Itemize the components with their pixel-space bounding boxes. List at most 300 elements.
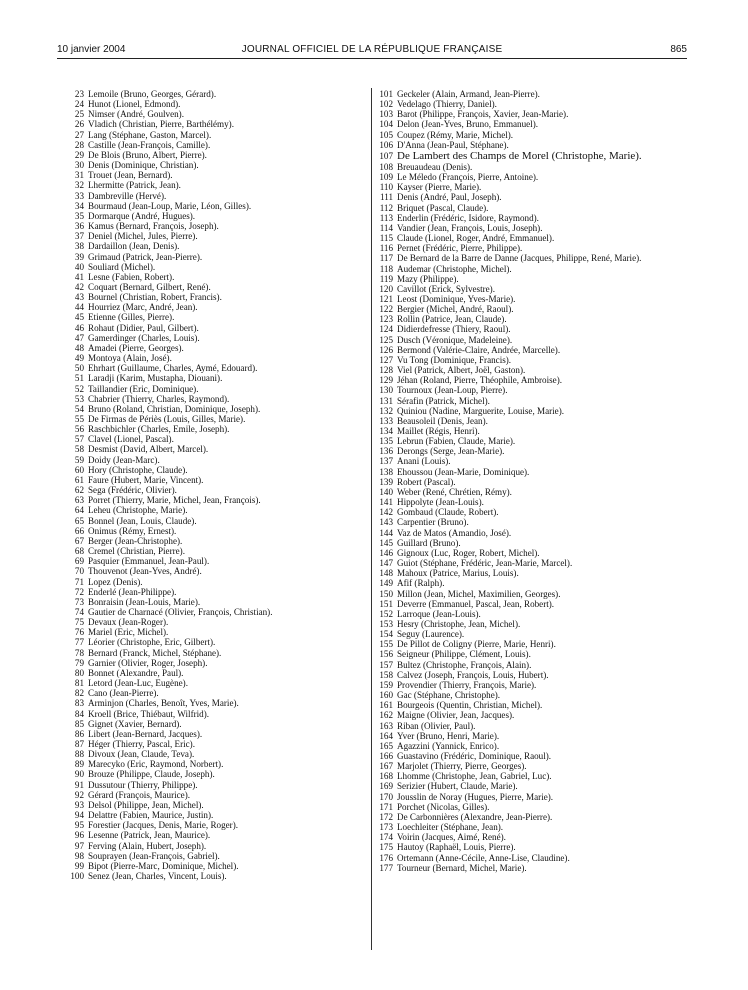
list-item	[371, 670, 689, 680]
entry-name: Gignet (Xavier, Bernard).	[88, 718, 182, 729]
entry-name: Agazzini (Yannick, Enrico).	[397, 740, 500, 751]
list-item	[64, 820, 368, 830]
list-item	[64, 99, 368, 109]
entry-name: Barot (Philippe, François, Xavier, Jean-Marie).	[397, 109, 569, 120]
entry-number: 115	[379, 233, 393, 244]
entry-number: 132	[379, 405, 393, 416]
entry-name: Leost (Dominique, Yves-Marie).	[397, 293, 516, 304]
list-item	[371, 578, 689, 588]
entry-number: 172	[379, 811, 393, 822]
entry-name: Guiot (Stéphane, Frédéric, Jean-Marie, Marcel).	[397, 558, 573, 569]
entry-name: Carpentier (Bruno).	[397, 517, 469, 528]
entry-name: Serizier (Hubert, Claude, Marie).	[397, 781, 518, 792]
list-item	[64, 678, 368, 688]
list-item	[371, 284, 689, 294]
entry-number: 176	[379, 852, 393, 863]
entry-name: Forestier (Jacques, Denis, Marie, Roger).	[88, 820, 239, 831]
entry-name: Lesenne (Patrick, Jean, Maurice).	[88, 830, 211, 841]
entry-number: 107	[379, 150, 393, 161]
list-item	[371, 233, 689, 243]
entry-name: Millon (Jean, Michel, Maximilien, Georges).	[397, 588, 561, 599]
list-item	[371, 140, 689, 150]
entry-number: 43	[74, 292, 84, 303]
list-item	[64, 709, 368, 719]
entry-name: Vladich (Christian, Pierre, Barthélémy).	[88, 119, 234, 130]
list-item	[64, 262, 368, 272]
entry-number: 127	[379, 354, 393, 365]
entry-number: 135	[379, 436, 393, 447]
entry-number: 154	[379, 629, 393, 640]
entry-name: Maillet (Régis, Henri).	[397, 426, 480, 436]
entry-name: Kamus (Bernard, François, Joseph).	[88, 221, 219, 232]
entry-number: 103	[379, 109, 393, 120]
entry-name: Bultez (Christophe, François, Alain).	[397, 659, 532, 670]
list-item	[64, 434, 368, 444]
list-item	[371, 109, 689, 119]
list-item	[64, 505, 368, 515]
list-item	[371, 487, 689, 497]
entry-number: 159	[379, 679, 393, 690]
entry-name: Bergier (Michel, André, Raoul).	[397, 304, 514, 315]
entry-number: 102	[379, 99, 393, 110]
entry-number: 74	[74, 606, 84, 617]
entry-number: 87	[74, 739, 84, 749]
list-item	[64, 851, 368, 861]
list-item	[371, 365, 689, 375]
entry-name: Hesry (Christophe, Jean, Michel).	[397, 618, 521, 629]
entry-number: 75	[74, 617, 84, 628]
entry-number: 29	[74, 149, 84, 160]
entry-number: 119	[379, 273, 393, 284]
entry-name: Hippolyte (Jean-Louis).	[397, 497, 484, 508]
list-item	[64, 597, 368, 607]
entry-name: Afif (Ralph).	[397, 578, 445, 589]
entry-name: Vaz de Matos (Amandio, José).	[397, 527, 512, 538]
entry-name: Marecyko (Eric, Raymond, Norbert).	[88, 759, 224, 770]
entry-number: 49	[74, 353, 84, 364]
entry-name: Audemar (Christophe, Michel).	[397, 263, 512, 274]
entry-number: 37	[74, 231, 84, 242]
list-item	[64, 668, 368, 678]
list-item	[371, 150, 689, 162]
entry-number: 124	[379, 324, 393, 335]
list-item	[371, 203, 689, 213]
entry-number: 68	[74, 546, 84, 557]
entry-number: 24	[74, 99, 84, 110]
entry-name: Robert (Pascal).	[397, 476, 456, 487]
entry-number: 77	[74, 637, 84, 648]
entry-number: 130	[379, 385, 393, 396]
list-item	[64, 373, 368, 383]
entry-number: 56	[74, 424, 84, 435]
list-item	[64, 312, 368, 322]
entry-name: Bruno (Roland, Christian, Dominique, Joseph).	[88, 403, 261, 414]
entry-number: 93	[74, 799, 84, 810]
page-number: 865	[670, 44, 687, 55]
entry-name: Devaux (Jean-Roger).	[88, 617, 169, 628]
entry-number: 157	[379, 659, 393, 670]
entry-number: 147	[379, 558, 393, 569]
list-item	[64, 353, 368, 363]
entry-name: Coquart (Bernard, Gilbert, René).	[88, 281, 211, 292]
entry-number: 150	[379, 588, 393, 599]
entry-name: Cavillot (Erick, Sylvestre).	[397, 283, 495, 294]
entry-name: Bournel (Christian, Robert, Francis).	[88, 292, 222, 303]
list-item	[371, 853, 689, 863]
entry-name: Grimaud (Patrick, Jean-Pierre).	[88, 251, 203, 262]
list-item	[64, 241, 368, 251]
list-item	[371, 355, 689, 365]
entry-name: Bonnet (Alexandre, Paul).	[88, 667, 184, 678]
entry-name: Guillard (Bruno).	[397, 537, 461, 548]
entry-number: 47	[74, 332, 84, 343]
list-item	[371, 558, 689, 568]
entry-name: Raschbichler (Charles, Emile, Joseph).	[88, 424, 230, 435]
list-item	[371, 89, 689, 99]
entry-name: Tourneur (Bernard, Michel, Marie).	[397, 862, 527, 873]
entry-number: 122	[379, 304, 393, 315]
entry-number: 101	[379, 89, 393, 99]
entry-number: 141	[379, 497, 393, 508]
entry-name: Souliard (Michel).	[88, 261, 156, 272]
entry-name: Bipot (Pierre-Marc, Dominique, Michel).	[88, 860, 239, 871]
entry-number: 59	[74, 454, 84, 465]
list-item	[64, 343, 368, 353]
entry-name: De Lambert des Champs de Morel (Christophe, Marie).	[397, 149, 642, 162]
list-item	[371, 294, 689, 304]
left-column	[64, 89, 368, 881]
entry-name: Nimser (André, Goulven).	[88, 109, 184, 120]
entry-number: 153	[379, 618, 393, 629]
list-item	[64, 180, 368, 190]
list-item	[64, 221, 368, 231]
entry-name: Enderlé (Jean-Philippe).	[88, 586, 177, 597]
entry-name: Delattre (Fabien, Maurice, Justin).	[88, 810, 214, 821]
entry-name: Montoya (Alain, José).	[88, 353, 172, 364]
list-item	[64, 404, 368, 414]
list-item	[371, 599, 689, 609]
list-item	[64, 191, 368, 201]
list-item	[64, 424, 368, 434]
entry-number: 38	[74, 241, 84, 252]
entry-number: 41	[74, 271, 84, 282]
entry-name: Voirin (Jacques, Aimé, René).	[397, 832, 506, 843]
entry-name: Bermond (Valérie-Claire, Andrée, Marcelle).	[397, 344, 561, 355]
entry-number: 53	[74, 393, 84, 404]
list-item	[371, 721, 689, 731]
entry-name: Divoux (Jean, Claude, Teva).	[88, 749, 195, 760]
entry-name: Cano (Jean-Pierre).	[88, 688, 159, 699]
entry-name: Gignoux (Luc, Roger, Robert, Michel).	[397, 547, 540, 558]
entry-name: Letord (Jean-Luc, Eugène).	[88, 678, 188, 689]
entry-name: Dussutour (Thierry, Philippe).	[88, 779, 198, 790]
entry-name: Derongs (Serge, Jean-Marie).	[397, 446, 505, 457]
entry-name: Lebrun (Fabien, Claude, Marie).	[397, 436, 516, 447]
list-item	[371, 274, 689, 284]
entry-number: 155	[379, 639, 393, 650]
entry-name: Gautier de Charnacé (Olivier, François, Christian).	[88, 606, 273, 617]
entry-number: 23	[74, 89, 84, 99]
entry-name: Vedelago (Thierry, Daniel).	[397, 99, 497, 110]
entry-number: 73	[74, 596, 84, 607]
entry-number: 161	[379, 700, 393, 711]
entry-name: Lang (Stéphane, Gaston, Marcel).	[88, 129, 212, 140]
list-item	[371, 119, 689, 129]
list-item	[371, 416, 689, 426]
entry-number: 116	[379, 243, 393, 254]
list-item	[64, 769, 368, 779]
list-item	[371, 375, 689, 385]
entry-number: 65	[74, 515, 84, 526]
entry-name: Denis (Dominique, Christian).	[88, 160, 199, 171]
entry-name: Mariel (Eric, Michel).	[88, 627, 169, 638]
entry-name: Loechleiter (Stéphane, Jean).	[397, 822, 504, 833]
list-item	[64, 211, 368, 221]
entry-number: 86	[74, 728, 84, 739]
list-item	[64, 414, 368, 424]
list-item	[371, 548, 689, 558]
entry-name: Chabrier (Thierry, Charles, Raymond).	[88, 393, 230, 404]
entry-name: Kayser (Pierre, Marie).	[397, 182, 482, 193]
entry-number: 111	[380, 192, 393, 203]
list-item	[371, 182, 689, 192]
list-item	[371, 690, 689, 700]
list-item	[371, 629, 689, 639]
entry-number: 84	[74, 708, 84, 719]
list-item	[64, 536, 368, 546]
entry-number: 36	[74, 221, 84, 232]
list-item	[371, 822, 689, 832]
entry-number: 123	[379, 314, 393, 325]
entry-number: 48	[74, 342, 84, 353]
list-item	[64, 688, 368, 698]
entry-number: 166	[379, 751, 393, 761]
entry-number: 140	[379, 486, 393, 497]
entry-name: Guastavino (Frédéric, Dominique, Raoul).	[397, 751, 552, 761]
list-item	[64, 475, 368, 485]
list-item	[64, 637, 368, 647]
entry-name: Gac (Stéphane, Christophe).	[397, 690, 501, 701]
list-item	[64, 465, 368, 475]
list-item	[64, 607, 368, 617]
list-item	[371, 609, 689, 619]
entry-number: 28	[74, 139, 84, 150]
list-item	[371, 639, 689, 649]
entry-number: 171	[379, 801, 393, 812]
entry-number: 110	[379, 182, 393, 193]
list-item	[371, 842, 689, 852]
entry-number: 72	[74, 586, 84, 597]
entry-number: 170	[379, 791, 393, 802]
list-item	[64, 830, 368, 840]
list-item	[371, 264, 689, 274]
entry-name: Claude (Lionel, Roger, André, Emmanuel).	[397, 233, 555, 244]
entry-name: Gamerdinger (Charles, Louis).	[88, 332, 200, 343]
list-item	[64, 384, 368, 394]
entry-number: 114	[379, 222, 393, 233]
entry-number: 83	[74, 698, 84, 709]
entry-number: 175	[379, 842, 393, 853]
entry-number: 160	[379, 690, 393, 701]
list-item	[64, 617, 368, 627]
entry-name: De Bernard de la Barre de Danne (Jacques, Philippe, René, Marie).	[397, 253, 642, 264]
entry-number: 173	[379, 822, 393, 833]
entry-name: Vandier (Jean, François, Louis, Joseph).	[397, 222, 543, 233]
entry-number: 168	[379, 771, 393, 782]
entry-number: 71	[74, 576, 84, 587]
entry-number: 90	[74, 769, 84, 780]
entry-name: Lopez (Denis).	[88, 576, 143, 587]
entry-number: 85	[74, 718, 84, 729]
list-item	[371, 863, 689, 873]
entry-number: 100	[70, 871, 84, 882]
list-item	[64, 495, 368, 505]
list-item	[64, 201, 368, 211]
entry-number: 165	[379, 740, 393, 751]
entry-number: 76	[74, 627, 84, 638]
entry-number: 55	[74, 414, 84, 424]
list-item	[371, 314, 689, 324]
entry-number: 89	[74, 759, 84, 770]
list-item	[64, 729, 368, 739]
list-item	[371, 660, 689, 670]
list-item	[64, 333, 368, 343]
list-item	[64, 272, 368, 282]
list-item	[371, 589, 689, 599]
entry-name: Héger (Thierry, Pascal, Eric).	[88, 739, 195, 749]
entry-number: 136	[379, 446, 393, 457]
entry-name: Rollin (Patrice, Jean, Claude).	[397, 314, 507, 325]
list-item	[371, 477, 689, 487]
entry-number: 109	[379, 172, 393, 183]
list-item	[64, 444, 368, 454]
entry-number: 62	[74, 485, 84, 496]
list-item	[64, 526, 368, 536]
entry-name: Castille (Jean-François, Camille).	[88, 139, 211, 150]
entry-number: 70	[74, 566, 84, 577]
list-item	[371, 751, 689, 761]
entry-name: Beausoleil (Denis, Jean).	[397, 415, 488, 426]
entry-number: 144	[379, 527, 393, 538]
entry-name: Deniel (Michel, Jules, Pierre).	[88, 231, 198, 242]
entry-name: Etienne (Gilles, Pierre).	[88, 312, 175, 323]
entry-name: Maigne (Olivier, Jean, Jacques).	[397, 710, 515, 721]
entry-name: Doidy (Jean-Marc).	[88, 454, 160, 465]
entry-number: 31	[74, 170, 84, 181]
entry-number: 148	[379, 568, 393, 579]
entry-number: 125	[379, 334, 393, 345]
list-item	[64, 140, 368, 150]
list-item	[371, 781, 689, 791]
entry-number: 156	[379, 649, 393, 660]
list-item	[371, 538, 689, 548]
list-item	[64, 119, 368, 129]
list-item	[64, 871, 368, 881]
entry-number: 33	[74, 190, 84, 201]
list-item	[371, 467, 689, 477]
entry-number: 133	[379, 415, 393, 426]
entry-name: Hourriez (Marc, André, Jean).	[88, 302, 198, 313]
entry-name: Didierdefresse (Thiery, Raoul).	[397, 324, 511, 335]
list-item	[371, 130, 689, 140]
entry-name: Rohaut (Didier, Paul, Gilbert).	[88, 322, 199, 333]
list-item	[371, 497, 689, 507]
entry-name: Sega (Frédéric, Olivier).	[88, 485, 177, 496]
list-item	[371, 456, 689, 466]
entry-number: 174	[379, 832, 393, 843]
list-item	[371, 812, 689, 822]
list-item	[64, 719, 368, 729]
list-item	[371, 243, 689, 253]
entry-name: Porchet (Nicolas, Gilles).	[397, 801, 490, 812]
entry-number: 39	[74, 251, 84, 262]
list-item	[64, 577, 368, 587]
entry-name: Enderlin (Frédéric, Isidore, Raymond).	[397, 212, 539, 223]
list-item	[371, 436, 689, 446]
entry-name: Lhomme (Christophe, Jean, Gabriel, Luc).	[397, 771, 552, 782]
entry-number: 51	[74, 373, 84, 384]
list-item	[371, 528, 689, 538]
list-item	[64, 130, 368, 140]
list-item	[64, 231, 368, 241]
entry-number: 112	[379, 202, 393, 213]
entry-number: 40	[74, 261, 84, 272]
entry-name: Coupez (Rémy, Marie, Michel).	[397, 129, 514, 140]
entry-number: 98	[74, 850, 84, 861]
entry-number: 104	[379, 119, 393, 130]
entry-number: 91	[74, 779, 84, 790]
entry-name: Dormarque (André, Hugues).	[88, 210, 196, 221]
list-item	[371, 213, 689, 223]
list-item	[371, 700, 689, 710]
list-item	[371, 517, 689, 527]
entry-number: 146	[379, 547, 393, 558]
list-item	[371, 304, 689, 314]
list-item	[64, 485, 368, 495]
entry-name: Pernet (Frédéric, Pierre, Philippe).	[397, 243, 523, 254]
entry-number: 78	[74, 647, 84, 658]
entry-number: 69	[74, 556, 84, 567]
list-item	[371, 710, 689, 720]
entry-number: 61	[74, 474, 84, 485]
entry-number: 163	[379, 720, 393, 731]
entry-name: Lemoile (Bruno, Georges, Gérard).	[88, 89, 217, 99]
entry-name: Bourgeois (Quentin, Christian, Michel).	[397, 700, 543, 711]
list-item	[64, 150, 368, 160]
list-item	[371, 324, 689, 334]
entry-number: 99	[74, 860, 84, 871]
entry-number: 52	[74, 383, 84, 394]
entry-number: 152	[379, 608, 393, 619]
list-item	[64, 556, 368, 566]
list-item	[64, 323, 368, 333]
list-item	[64, 109, 368, 119]
list-item	[371, 568, 689, 578]
entry-number: 88	[74, 749, 84, 760]
entry-name: Bonraisin (Jean-Louis, Marie).	[88, 596, 201, 607]
entry-number: 46	[74, 322, 84, 333]
list-item	[371, 345, 689, 355]
list-item	[64, 841, 368, 851]
entry-name: Quiniou (Nadine, Marguerite, Louise, Marie).	[397, 405, 565, 416]
list-item	[371, 619, 689, 629]
entry-name: Hunot (Lionel, Edmond).	[88, 99, 181, 110]
entry-number: 54	[74, 403, 84, 414]
entry-name: Hautoy (Raphaël, Louis, Pierre).	[397, 842, 516, 853]
list-item	[64, 546, 368, 556]
list-item	[64, 658, 368, 668]
list-item	[371, 192, 689, 202]
